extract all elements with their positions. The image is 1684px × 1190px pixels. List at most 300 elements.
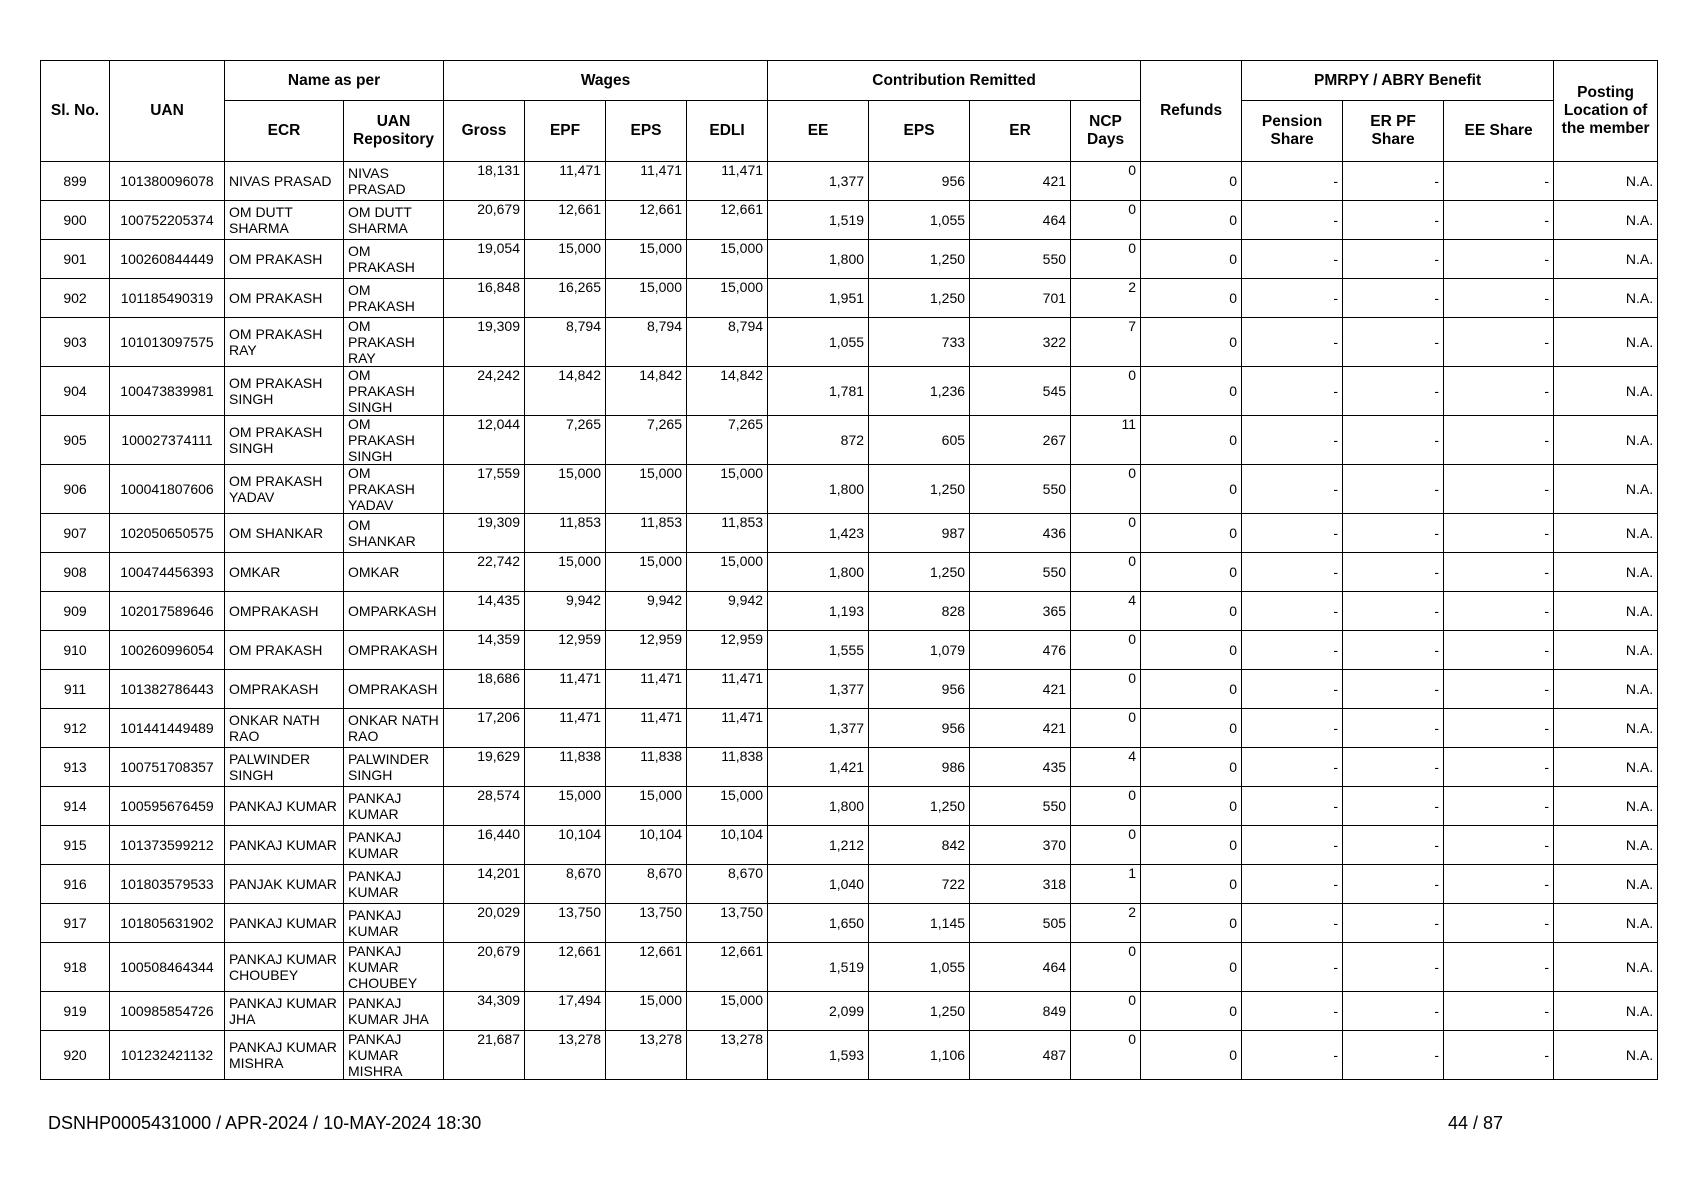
cell-pension-share: - (1242, 709, 1343, 748)
cell-ee: 2,099 (768, 992, 869, 1031)
cell-ee-share: - (1444, 631, 1554, 670)
cell-eps-contribution: 986 (869, 748, 970, 787)
cell-edli: 11,471 (687, 162, 768, 201)
cell-ncp-days: 0 (1071, 709, 1141, 748)
table-header (41, 61, 1658, 162)
table-row (41, 416, 1658, 465)
cell-ee-share: - (1444, 465, 1554, 514)
cell-ncp-days: 2 (1071, 904, 1141, 943)
cell-uan: 100260996054 (110, 631, 225, 670)
cell-uan-repo-name: OM SHANKAR (344, 514, 444, 553)
cell-ecr-name: PANKAJ KUMAR (225, 787, 344, 826)
table-row (41, 162, 1658, 201)
cell-epf: 11,853 (525, 514, 606, 553)
cell-gross: 21,687 (444, 1031, 525, 1080)
cell-pension-share: - (1242, 279, 1343, 318)
cell-sl-no: 904 (41, 367, 110, 416)
cell-edli: 12,661 (687, 201, 768, 240)
cell-ee-share: - (1444, 670, 1554, 709)
cell-refunds: 0 (1141, 553, 1242, 592)
cell-epf: 12,661 (525, 943, 606, 992)
table-row (41, 592, 1658, 631)
cell-er: 550 (970, 787, 1071, 826)
cell-er-pf-share: - (1343, 826, 1444, 865)
cell-ee-share: - (1444, 865, 1554, 904)
cell-ecr-name: PANKAJ KUMAR (225, 826, 344, 865)
cell-gross: 17,559 (444, 465, 525, 514)
cell-ee-share: - (1444, 992, 1554, 1031)
col-edli: EDLI (687, 101, 768, 162)
cell-edli: 11,471 (687, 670, 768, 709)
cell-ee: 1,593 (768, 1031, 869, 1080)
cell-uan: 102050650575 (110, 514, 225, 553)
cell-pension-share: - (1242, 787, 1343, 826)
cell-ee-share: - (1444, 318, 1554, 367)
cell-uan: 101232421132 (110, 1031, 225, 1080)
cell-ncp-days: 2 (1071, 279, 1141, 318)
cell-refunds: 0 (1141, 240, 1242, 279)
cell-sl-no: 915 (41, 826, 110, 865)
table-row (41, 992, 1658, 1031)
cell-ee-share: - (1444, 787, 1554, 826)
cell-eps-contribution: 828 (869, 592, 970, 631)
table-row (41, 201, 1658, 240)
cell-edli: 15,000 (687, 240, 768, 279)
cell-eps-contribution: 1,250 (869, 240, 970, 279)
cell-gross: 14,435 (444, 592, 525, 631)
cell-posting-location: N.A. (1554, 416, 1658, 465)
cell-eps-contribution: 1,250 (869, 787, 970, 826)
cell-uan: 100027374111 (110, 416, 225, 465)
cell-posting-location: N.A. (1554, 826, 1658, 865)
col-eps-contribution: EPS (869, 101, 970, 162)
cell-posting-location: N.A. (1554, 553, 1658, 592)
cell-uan-repo-name: OMPRAKASH (344, 631, 444, 670)
cell-eps-wages: 9,942 (606, 592, 687, 631)
cell-ee: 1,800 (768, 787, 869, 826)
cell-eps-wages: 10,104 (606, 826, 687, 865)
cell-epf: 13,750 (525, 904, 606, 943)
cell-er: 421 (970, 709, 1071, 748)
cell-ee: 872 (768, 416, 869, 465)
cell-er-pf-share: - (1343, 201, 1444, 240)
cell-edli: 15,000 (687, 787, 768, 826)
cell-ee: 1,377 (768, 162, 869, 201)
cell-refunds: 0 (1141, 592, 1242, 631)
cell-ecr-name: PANKAJ KUMAR CHOUBEY (225, 943, 344, 992)
cell-uan: 100508464344 (110, 943, 225, 992)
cell-uan: 100751708357 (110, 748, 225, 787)
cell-ecr-name: NIVAS PRASAD (225, 162, 344, 201)
table-row (41, 279, 1658, 318)
cell-ecr-name: OM PRAKASH (225, 631, 344, 670)
cell-ncp-days: 0 (1071, 631, 1141, 670)
col-refunds: Refunds (1141, 61, 1242, 162)
cell-gross: 18,131 (444, 162, 525, 201)
cell-eps-contribution: 1,106 (869, 1031, 970, 1080)
cell-ee-share: - (1444, 514, 1554, 553)
cell-ecr-name: PANJAK KUMAR (225, 865, 344, 904)
cell-uan-repo-name: OM PRAKASH RAY (344, 318, 444, 367)
cell-epf: 8,670 (525, 865, 606, 904)
cell-posting-location: N.A. (1554, 465, 1658, 514)
cell-eps-contribution: 1,250 (869, 992, 970, 1031)
cell-gross: 18,686 (444, 670, 525, 709)
cell-er: 421 (970, 670, 1071, 709)
cell-ee-share: - (1444, 162, 1554, 201)
cell-gross: 19,629 (444, 748, 525, 787)
cell-posting-location: N.A. (1554, 162, 1658, 201)
cell-epf: 11,471 (525, 709, 606, 748)
cell-eps-wages: 15,000 (606, 240, 687, 279)
cell-ncp-days: 0 (1071, 465, 1141, 514)
cell-eps-wages: 11,853 (606, 514, 687, 553)
cell-eps-wages: 8,670 (606, 865, 687, 904)
cell-edli: 15,000 (687, 553, 768, 592)
cell-refunds: 0 (1141, 826, 1242, 865)
cell-posting-location: N.A. (1554, 592, 1658, 631)
cell-eps-contribution: 733 (869, 318, 970, 367)
cell-ee: 1,040 (768, 865, 869, 904)
cell-pension-share: - (1242, 865, 1343, 904)
cell-er-pf-share: - (1343, 553, 1444, 592)
cell-eps-contribution: 1,055 (869, 943, 970, 992)
cell-uan-repo-name: OM PRAKASH YADAV (344, 465, 444, 514)
cell-er: 436 (970, 514, 1071, 553)
cell-eps-contribution: 722 (869, 865, 970, 904)
cell-eps-contribution: 1,145 (869, 904, 970, 943)
cell-ecr-name: OMPRAKASH (225, 592, 344, 631)
cell-posting-location: N.A. (1554, 318, 1658, 367)
cell-ee-share: - (1444, 553, 1554, 592)
cell-eps-contribution: 956 (869, 709, 970, 748)
cell-refunds: 0 (1141, 748, 1242, 787)
cell-edli: 9,942 (687, 592, 768, 631)
col-ncp-days: NCP Days (1071, 101, 1141, 162)
col-eps-wages: EPS (606, 101, 687, 162)
cell-eps-wages: 11,471 (606, 670, 687, 709)
cell-er-pf-share: - (1343, 943, 1444, 992)
cell-gross: 20,679 (444, 943, 525, 992)
cell-uan: 101380096078 (110, 162, 225, 201)
cell-eps-wages: 12,959 (606, 631, 687, 670)
cell-epf: 7,265 (525, 416, 606, 465)
cell-sl-no: 903 (41, 318, 110, 367)
cell-epf: 16,265 (525, 279, 606, 318)
cell-uan-repo-name: PALWINDER SINGH (344, 748, 444, 787)
cell-uan-repo-name: OMKAR (344, 553, 444, 592)
cell-uan-repo-name: OM PRAKASH SINGH (344, 416, 444, 465)
cell-ee: 1,555 (768, 631, 869, 670)
cell-er: 370 (970, 826, 1071, 865)
table-row (41, 670, 1658, 709)
cell-eps-contribution: 956 (869, 670, 970, 709)
cell-edli: 12,661 (687, 943, 768, 992)
cell-sl-no: 914 (41, 787, 110, 826)
cell-er: 550 (970, 240, 1071, 279)
cell-ecr-name: OM PRAKASH (225, 240, 344, 279)
col-epf: EPF (525, 101, 606, 162)
cell-pension-share: - (1242, 826, 1343, 865)
cell-sl-no: 900 (41, 201, 110, 240)
cell-edli: 14,842 (687, 367, 768, 416)
cell-ecr-name: PANKAJ KUMAR MISHRA (225, 1031, 344, 1080)
col-ee-share: EE Share (1444, 101, 1554, 162)
cell-pension-share: - (1242, 416, 1343, 465)
cell-posting-location: N.A. (1554, 904, 1658, 943)
cell-epf: 11,471 (525, 670, 606, 709)
cell-posting-location: N.A. (1554, 709, 1658, 748)
cell-posting-location: N.A. (1554, 631, 1658, 670)
cell-eps-wages: 8,794 (606, 318, 687, 367)
cell-gross: 20,679 (444, 201, 525, 240)
cell-eps-contribution: 987 (869, 514, 970, 553)
table-row (41, 865, 1658, 904)
cell-pension-share: - (1242, 631, 1343, 670)
cell-sl-no: 906 (41, 465, 110, 514)
cell-ee-share: - (1444, 748, 1554, 787)
cell-pension-share: - (1242, 553, 1343, 592)
cell-ncp-days: 0 (1071, 162, 1141, 201)
cell-posting-location: N.A. (1554, 279, 1658, 318)
cell-ee-share: - (1444, 416, 1554, 465)
cell-uan: 101382786443 (110, 670, 225, 709)
table-row (41, 943, 1658, 992)
table-row (41, 709, 1658, 748)
cell-gross: 19,054 (444, 240, 525, 279)
cell-ncp-days: 4 (1071, 748, 1141, 787)
cell-ncp-days: 0 (1071, 514, 1141, 553)
cell-ncp-days: 0 (1071, 992, 1141, 1031)
cell-gross: 28,574 (444, 787, 525, 826)
cell-ee-share: - (1444, 904, 1554, 943)
cell-ncp-days: 0 (1071, 201, 1141, 240)
cell-eps-wages: 15,000 (606, 992, 687, 1031)
cell-edli: 10,104 (687, 826, 768, 865)
cell-ee: 1,650 (768, 904, 869, 943)
cell-epf: 13,278 (525, 1031, 606, 1080)
cell-ee-share: - (1444, 826, 1554, 865)
cell-uan: 100473839981 (110, 367, 225, 416)
cell-uan-repo-name: OM PRAKASH (344, 240, 444, 279)
col-uan: UAN (110, 61, 225, 162)
cell-er: 365 (970, 592, 1071, 631)
cell-ecr-name: OMPRAKASH (225, 670, 344, 709)
cell-er: 476 (970, 631, 1071, 670)
cell-epf: 10,104 (525, 826, 606, 865)
group-name-as-per: Name as per (225, 61, 444, 101)
group-wages: Wages (444, 61, 768, 101)
cell-ecr-name: OM PRAKASH (225, 279, 344, 318)
cell-er: 464 (970, 943, 1071, 992)
cell-epf: 15,000 (525, 465, 606, 514)
col-er-pf-share: ER PF Share (1343, 101, 1444, 162)
cell-eps-wages: 13,750 (606, 904, 687, 943)
cell-sl-no: 919 (41, 992, 110, 1031)
table-row (41, 465, 1658, 514)
cell-refunds: 0 (1141, 465, 1242, 514)
cell-ee: 1,800 (768, 240, 869, 279)
cell-uan-repo-name: ONKAR NATH RAO (344, 709, 444, 748)
cell-ee: 1,421 (768, 748, 869, 787)
cell-pension-share: - (1242, 904, 1343, 943)
cell-uan-repo-name: PANKAJ KUMAR (344, 787, 444, 826)
cell-epf: 14,842 (525, 367, 606, 416)
cell-eps-wages: 15,000 (606, 553, 687, 592)
cell-ee: 1,800 (768, 465, 869, 514)
col-uan-repository: UAN Repository (344, 101, 444, 162)
table-row (41, 787, 1658, 826)
cell-pension-share: - (1242, 201, 1343, 240)
cell-refunds: 0 (1141, 367, 1242, 416)
cell-ee-share: - (1444, 943, 1554, 992)
cell-eps-wages: 11,471 (606, 709, 687, 748)
cell-refunds: 0 (1141, 514, 1242, 553)
cell-er: 849 (970, 992, 1071, 1031)
cell-pension-share: - (1242, 318, 1343, 367)
cell-ecr-name: OM PRAKASH YADAV (225, 465, 344, 514)
cell-sl-no: 899 (41, 162, 110, 201)
cell-ecr-name: OM PRAKASH SINGH (225, 367, 344, 416)
cell-ee: 1,781 (768, 367, 869, 416)
cell-er-pf-share: - (1343, 514, 1444, 553)
cell-gross: 19,309 (444, 318, 525, 367)
cell-edli: 15,000 (687, 465, 768, 514)
cell-uan: 101803579533 (110, 865, 225, 904)
table-row (41, 553, 1658, 592)
cell-refunds: 0 (1141, 162, 1242, 201)
cell-uan-repo-name: NIVAS PRASAD (344, 162, 444, 201)
cell-ncp-days: 0 (1071, 367, 1141, 416)
cell-eps-contribution: 605 (869, 416, 970, 465)
col-pension-share: Pension Share (1242, 101, 1343, 162)
cell-pension-share: - (1242, 748, 1343, 787)
table-row (41, 631, 1658, 670)
cell-eps-wages: 15,000 (606, 279, 687, 318)
cell-posting-location: N.A. (1554, 240, 1658, 279)
cell-gross: 14,201 (444, 865, 525, 904)
col-sl-no: Sl. No. (41, 61, 110, 162)
cell-sl-no: 907 (41, 514, 110, 553)
table-row (41, 904, 1658, 943)
cell-edli: 11,471 (687, 709, 768, 748)
col-ee: EE (768, 101, 869, 162)
cell-eps-wages: 12,661 (606, 943, 687, 992)
cell-eps-wages: 15,000 (606, 465, 687, 514)
cell-uan-repo-name: PANKAJ KUMAR JHA (344, 992, 444, 1031)
cell-refunds: 0 (1141, 201, 1242, 240)
cell-ee: 1,519 (768, 201, 869, 240)
cell-ee: 1,951 (768, 279, 869, 318)
cell-er-pf-share: - (1343, 279, 1444, 318)
cell-refunds: 0 (1141, 670, 1242, 709)
cell-edli: 13,750 (687, 904, 768, 943)
cell-ee-share: - (1444, 201, 1554, 240)
cell-epf: 15,000 (525, 787, 606, 826)
cell-uan: 100474456393 (110, 553, 225, 592)
cell-eps-contribution: 1,236 (869, 367, 970, 416)
cell-ee: 1,377 (768, 670, 869, 709)
cell-edli: 13,278 (687, 1031, 768, 1080)
cell-er: 318 (970, 865, 1071, 904)
cell-uan-repo-name: OM PRAKASH (344, 279, 444, 318)
cell-ecr-name: ONKAR NATH RAO (225, 709, 344, 748)
cell-ncp-days: 11 (1071, 416, 1141, 465)
cell-refunds: 0 (1141, 1031, 1242, 1080)
cell-pension-share: - (1242, 240, 1343, 279)
cell-pension-share: - (1242, 367, 1343, 416)
cell-posting-location: N.A. (1554, 201, 1658, 240)
document-reference: DSNHP0005431000 / APR-2024 / 10-MAY-2024 18:30 (48, 1113, 482, 1133)
ecr-table (40, 60, 1658, 1080)
cell-er: 550 (970, 465, 1071, 514)
cell-sl-no: 912 (41, 709, 110, 748)
cell-eps-wages: 11,838 (606, 748, 687, 787)
table-row (41, 514, 1658, 553)
cell-eps-contribution: 842 (869, 826, 970, 865)
cell-epf: 17,494 (525, 992, 606, 1031)
cell-ecr-name: OM SHANKAR (225, 514, 344, 553)
cell-ecr-name: OM PRAKASH SINGH (225, 416, 344, 465)
cell-posting-location: N.A. (1554, 943, 1658, 992)
cell-epf: 15,000 (525, 553, 606, 592)
cell-edli: 8,670 (687, 865, 768, 904)
cell-gross: 20,029 (444, 904, 525, 943)
cell-er: 322 (970, 318, 1071, 367)
cell-ncp-days: 0 (1071, 240, 1141, 279)
cell-ncp-days: 1 (1071, 865, 1141, 904)
cell-er: 505 (970, 904, 1071, 943)
table-body (41, 162, 1658, 1080)
cell-refunds: 0 (1141, 787, 1242, 826)
cell-refunds: 0 (1141, 279, 1242, 318)
cell-sl-no: 909 (41, 592, 110, 631)
cell-refunds: 0 (1141, 631, 1242, 670)
cell-ee-share: - (1444, 279, 1554, 318)
cell-eps-contribution: 1,250 (869, 279, 970, 318)
cell-ncp-days: 0 (1071, 943, 1141, 992)
cell-er-pf-share: - (1343, 465, 1444, 514)
cell-uan: 100041807606 (110, 465, 225, 514)
cell-posting-location: N.A. (1554, 992, 1658, 1031)
cell-er-pf-share: - (1343, 367, 1444, 416)
cell-epf: 8,794 (525, 318, 606, 367)
cell-gross: 16,440 (444, 826, 525, 865)
cell-ncp-days: 4 (1071, 592, 1141, 631)
cell-ecr-name: PANKAJ KUMAR (225, 904, 344, 943)
cell-posting-location: N.A. (1554, 748, 1658, 787)
cell-edli: 8,794 (687, 318, 768, 367)
cell-uan: 100752205374 (110, 201, 225, 240)
cell-gross: 22,742 (444, 553, 525, 592)
cell-pension-share: - (1242, 514, 1343, 553)
cell-uan: 101805631902 (110, 904, 225, 943)
table-row (41, 240, 1658, 279)
cell-uan-repo-name: OM PRAKASH SINGH (344, 367, 444, 416)
cell-sl-no: 905 (41, 416, 110, 465)
cell-eps-wages: 15,000 (606, 787, 687, 826)
cell-ee-share: - (1444, 592, 1554, 631)
table-row (41, 826, 1658, 865)
cell-pension-share: - (1242, 592, 1343, 631)
table-row (41, 367, 1658, 416)
cell-gross: 16,848 (444, 279, 525, 318)
cell-edli: 11,838 (687, 748, 768, 787)
col-er: ER (970, 101, 1071, 162)
group-pmrpy: PMRPY / ABRY Benefit (1242, 61, 1554, 101)
cell-ee: 1,800 (768, 553, 869, 592)
cell-sl-no: 902 (41, 279, 110, 318)
